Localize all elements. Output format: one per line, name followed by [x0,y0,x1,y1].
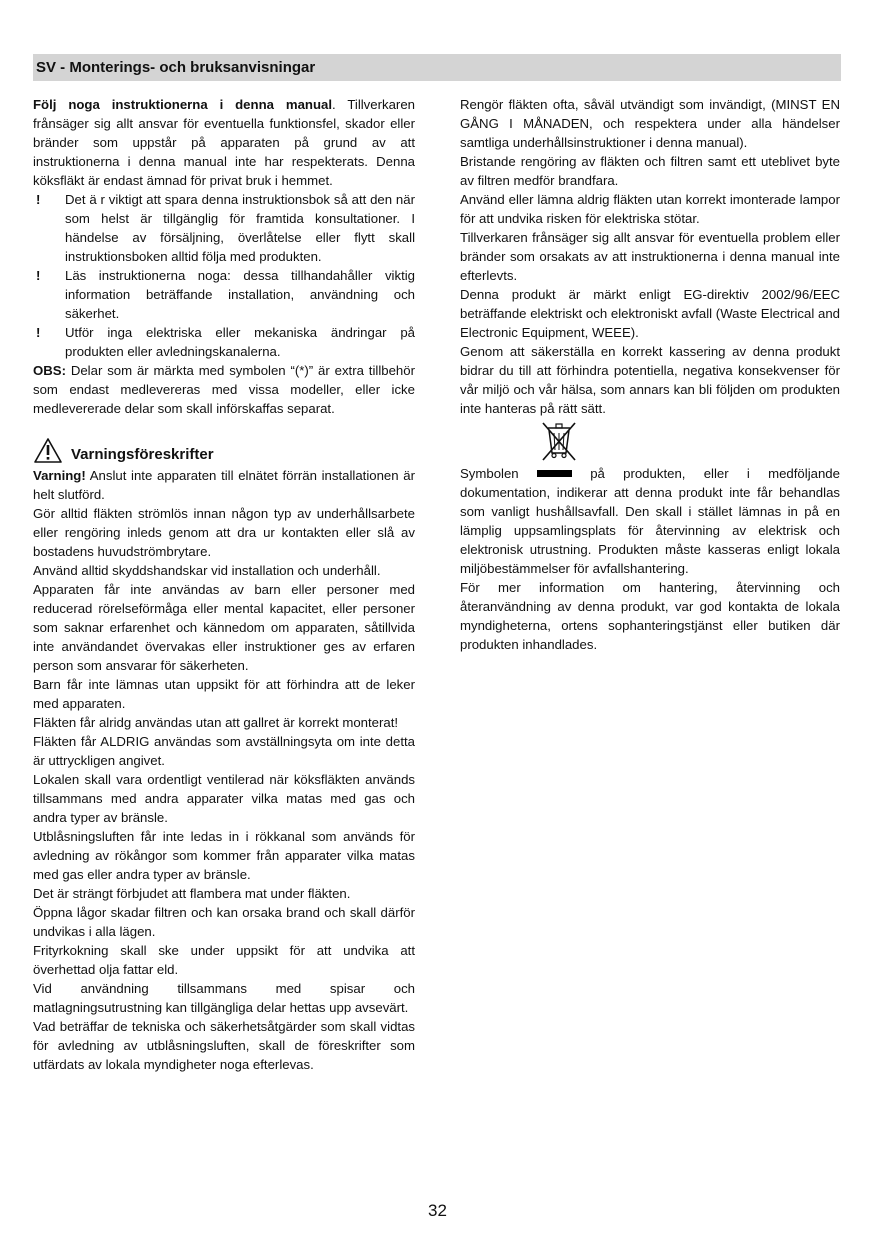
symbol-word: på [590,466,605,481]
bullet-text: Läs instruktionerna noga: dessa tillhandahåller viktig information beträffande installation, användning och säkerhet. [65,268,415,321]
safety-paragraph: Vid användning tillsammans med spisar och matlagningsutrustning kan tillgängliga delar hettas upp avsevärt. [33,981,415,1015]
weee-paragraph: Denna produkt är märkt enligt EG-direktiv 2002/96/EEC beträffande elektriskt och elektroniskt avfall (Waste Electrical and Electronic Equipment, WEEE). [460,287,840,340]
intro-bold: Följ noga instruktionerna i denna manual [33,97,333,112]
symbol-word: eller [703,466,729,481]
maintenance-paragraph: Bristande rengöring av fläkten och filtren samt ett uteblivet byte av filtren medför brandfara. [460,154,840,188]
warning-heading [33,436,415,464]
safety-paragraph: Använd alltid skyddshandskar vid installation och underhåll. [33,563,381,578]
symbol-line [460,464,840,483]
bullet-item [33,266,415,323]
left-column [33,95,415,1074]
safety-paragraph: Gör alltid fläkten strömlös innan någon typ av underhållsarbete eller rengöring inleds genom att dra ur kontakten eller slå av bostadens huvudströmbrytare. [33,506,415,559]
symbol-word: Symbolen [460,466,519,481]
bullet-item [33,190,415,266]
information-paragraph: För mer information om hantering, återvinning och återanvändning av denna produkt, var god kontakta de lokala myndigheterna, ortens sophanteringstjänst eller butiken där produkten inhandlades. [460,580,840,652]
safety-paragraph: Fläkten får ALDRIG användas som avställningsyta om inte detta är uttryckligen angivet. [33,734,415,768]
exclamation-mark-icon: ! [36,268,41,283]
maintenance-paragraph: Tillverkaren frånsäger sig allt ansvar för eventuella problem eller bränder som orsakats av att instruktionerna i denna manual inte efterlevts. [460,230,840,283]
maintenance-paragraph: Rengör fläkten ofta, såväl utvändigt som invändigt, (MINST EN GÅNG I MÅNADEN, och respektera under alla händelser samtliga underhållsinstruktioner i denna manual). [460,97,840,150]
bullet-item [33,323,415,361]
safety-paragraph: Barn får inte lämnas utan uppsikt för att förhindra att de leker med apparaten. [33,677,415,711]
section-header: SV - Monterings- och bruksanvisningar [33,54,841,81]
crossed-out-bin-icon [538,420,580,462]
safety-paragraph: Frityrkokning skall ske under uppsikt för att undvika att överhettad olja fattar eld. [33,943,415,977]
symbol-word: i [746,466,750,481]
safety-paragraph: Utblåsningsluften får inte ledas in i rökkanal som används för avledning av rökångor som kommer från apparater vilka matas med gas eller andra typer av bränsle. [33,829,415,882]
safety-paragraph: Lokalen skall vara ordentligt ventilerad när köksfläkten används tillsammans med andra apparater vilka matas med gas och andra typer av bränsle. [33,772,415,825]
symbol-word: medföljande [768,466,840,481]
disposal-paragraph: Genom att säkerställa en korrekt kassering av denna produkt bidrar du till att förhindra potentiella, negativa konsekvenser för vår miljö och vår hälsa, som annars kan bli följden om produkten inte hanteras på rätt sätt. [460,344,840,416]
intro-paragraph [33,95,415,190]
symbol-paragraph: dokumentation, indikerar att denna produkt inte får behandlas som vanligt hushållsavfall. Den skall i stället lämnas in på en lämplig uppsamlingsplats för återvinning av elektrisk och elektronisk utrustning. Produkten måste kasseras enligt lokala miljöbestämmelser för avfallshantering. [460,485,840,576]
safety-paragraph: Fläkten får alridg användas utan att gallret är korrekt monterat! [33,715,399,730]
obs-label: OBS: [33,363,66,378]
obs-text: Delar som är märkta med symbolen “(*)” är extra tillbehör som endast medlevereras med vissa modeller, eller icke medlevererade delar som skall införskaffas separat. [33,363,415,416]
warning-text: Anslut inte apparaten till elnätet förrän installationen är helt slutförd. [33,468,415,502]
bullet-text: Utför inga elektriska eller mekaniska ändringar på produkten eller avledningskanalerna. [65,325,415,359]
page-number: 32 [428,1201,447,1220]
safety-paragraph: Apparaten får inte användas av barn eller personer med reducerad rörelseförmåga eller mental kapacitet, eller personer som saknar erfarenhet och kännedom om apparaten, såtillvida inte användandet övervakas eller instruktioner ges av erfaren person som ansvarar för säkerheten. [33,582,415,673]
obs-paragraph [33,361,415,418]
bullet-text: Det ä r viktigt att spara denna instruktionsbok så att den när som helst är tillgänglig för framtida konsultationer. I händelse av försäljning, överlåtelse eller flytt skall instruktionsboken alltid följa med produkten. [65,192,415,264]
safety-paragraph: Öppna lågor skadar filtren och kan orsaka brand och skall därför undvikas i alla lägen. [33,905,415,939]
symbol-word: produkten, [623,466,686,481]
warning-triangle-icon [33,437,63,464]
intro-text: . Tillverkaren frånsäger sig allt ansvar för eventuella funktionsfel, skador eller bränder som uppstår på apparaten på grund av att instruktionerna i denna manual inte har respekterats. Denna köksfläkt är endast ämnad för privat bruk i hemmet. [33,97,415,188]
maintenance-paragraph: Använd eller lämna aldrig fläkten utan korrekt imonterade lampor för att undvika risken för elektriska stötar. [460,192,840,226]
warning-heading-text: Varningsföreskrifter [71,446,214,463]
warning-label: Varning! [33,468,86,483]
exclamation-mark-icon: ! [36,192,41,207]
black-bar-symbol [537,470,572,477]
safety-paragraph: Det är strängt förbjudet att flambera mat under fläkten. [33,886,351,901]
warning-paragraph [33,466,415,504]
weee-symbol [460,420,840,464]
safety-paragraph: Vad beträffar de tekniska och säkerhetsåtgärder som skall vidtas för avledning av utblåsningsluften, skall de föreskrifter som utfärdats av lokala myndigheter noga efterlevas. [33,1019,415,1072]
exclamation-mark-icon: ! [36,325,41,340]
right-column [460,95,840,654]
